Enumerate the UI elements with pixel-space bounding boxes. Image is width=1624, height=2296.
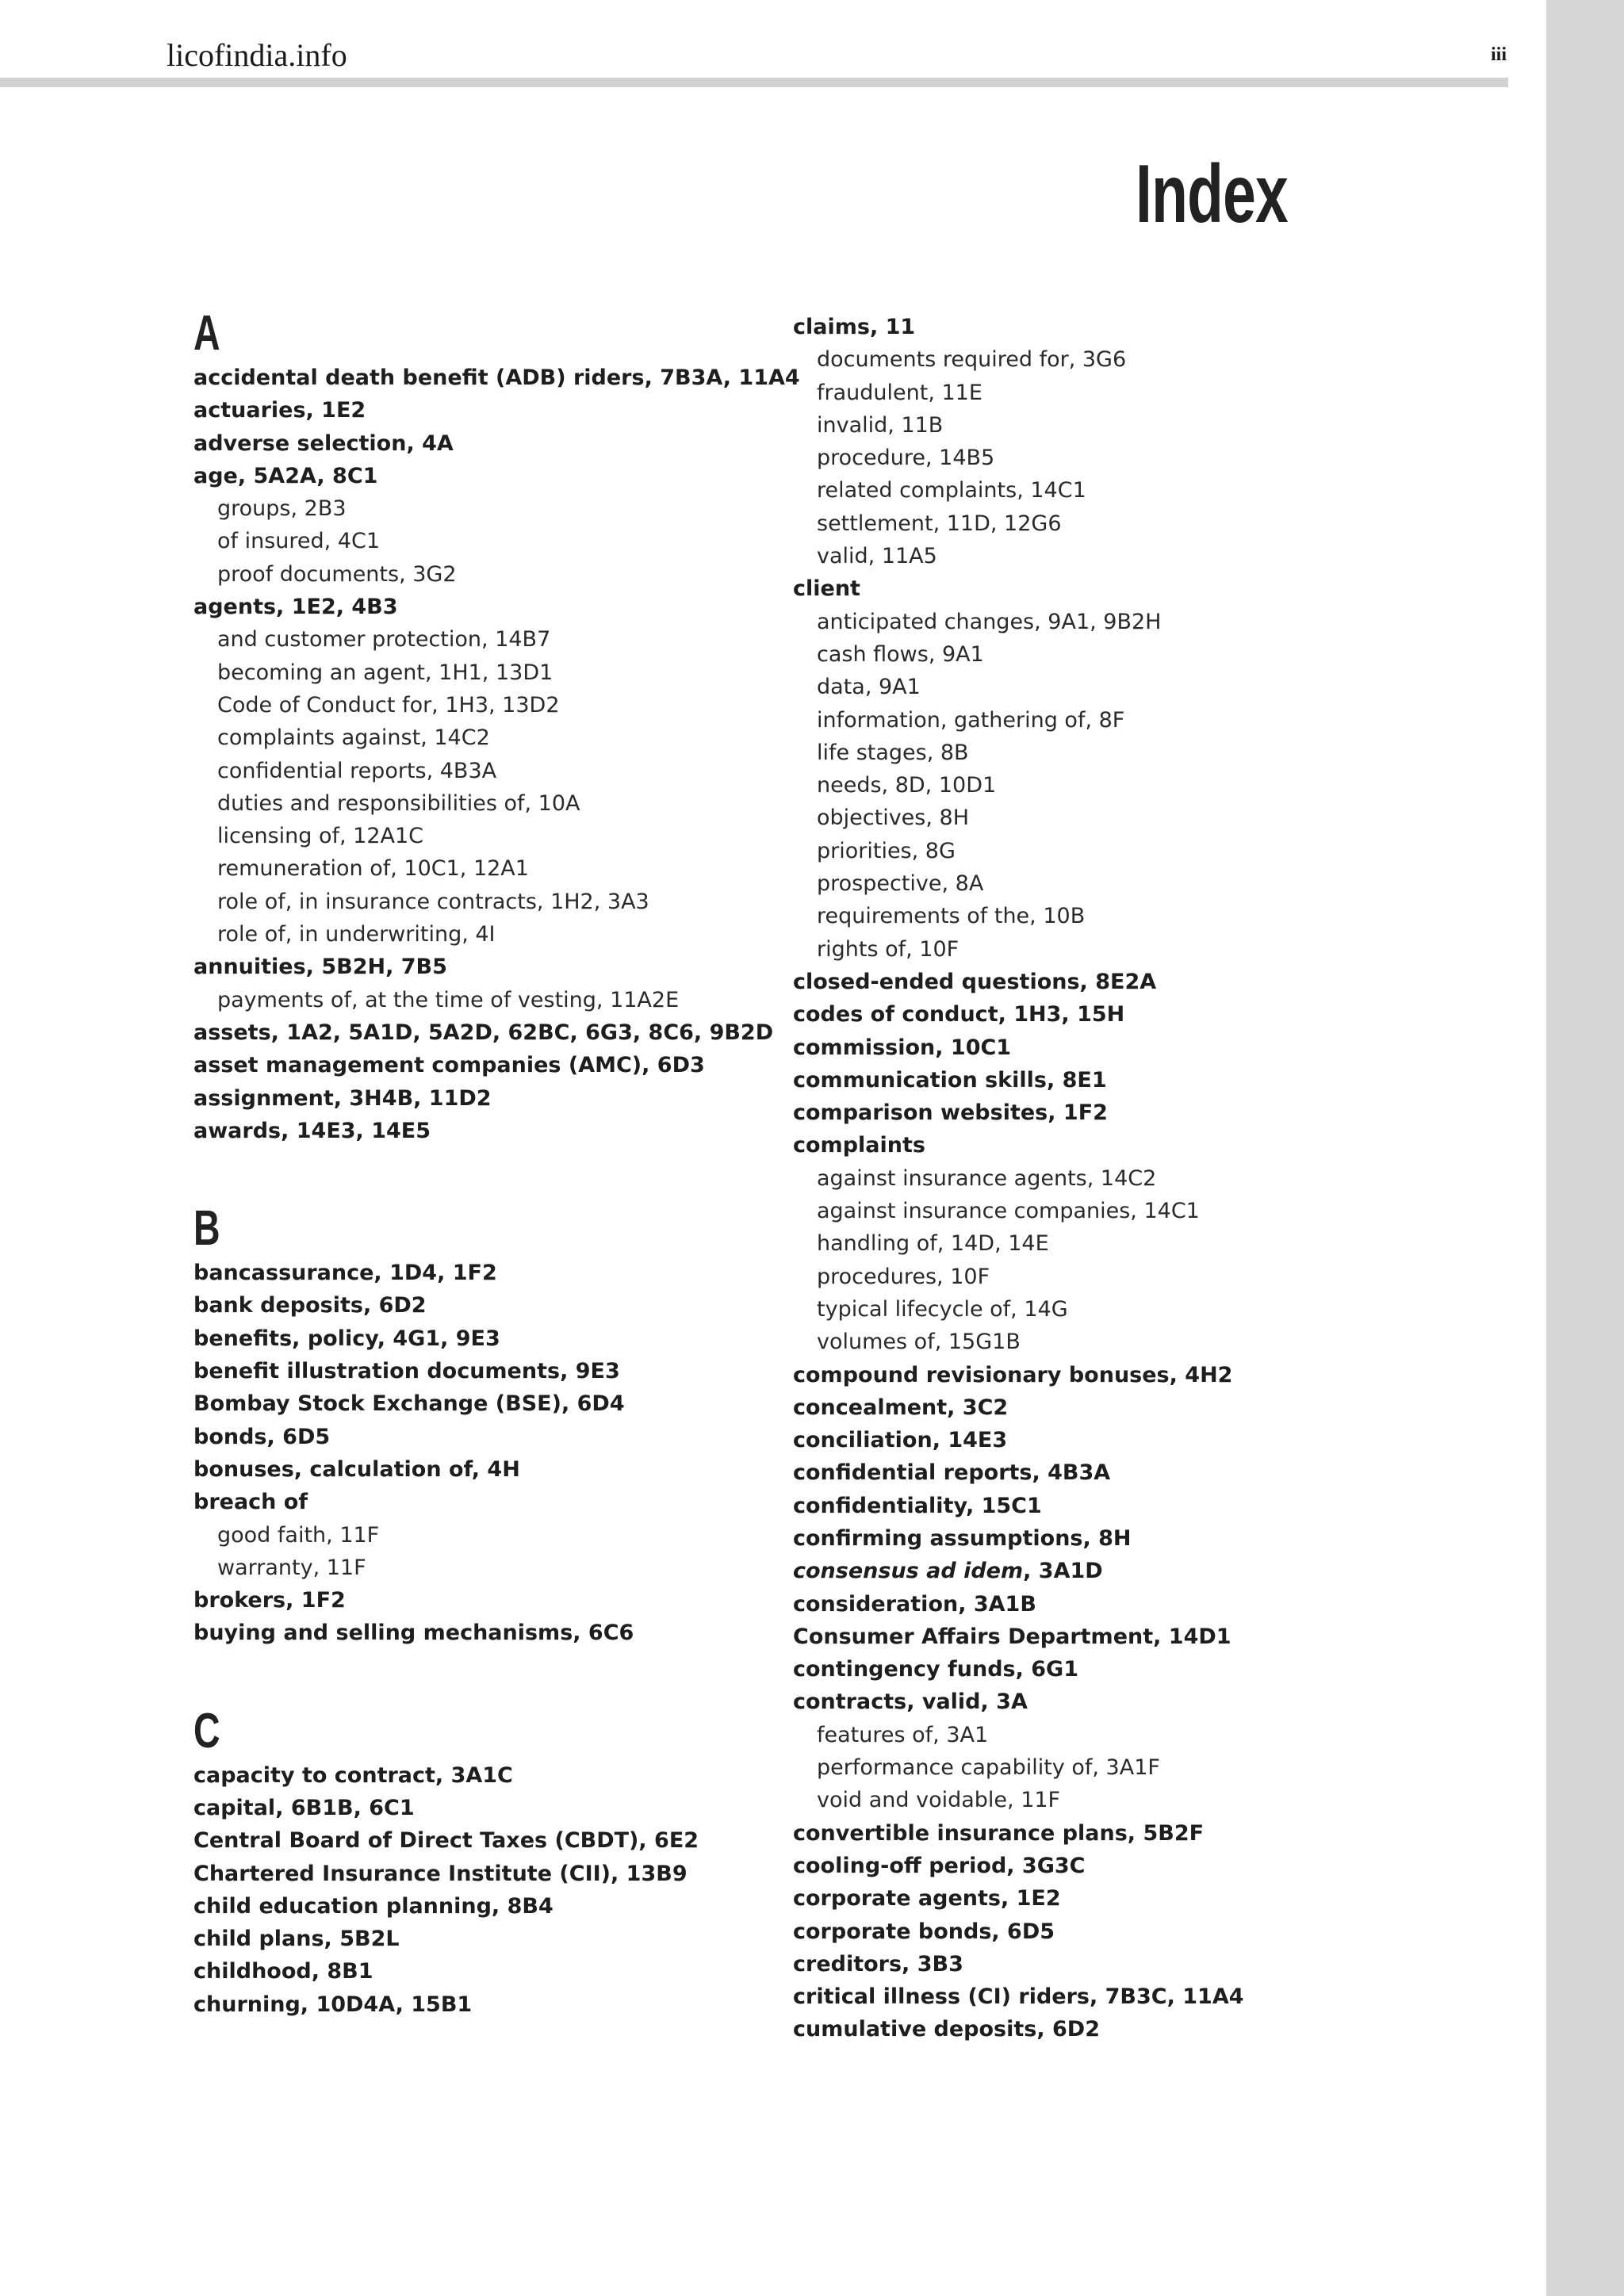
index-section-c [193, 1704, 780, 2021]
index-entry: compound revisionary bonuses, 4H2 [793, 1362, 1233, 1387]
index-entry: consideration, 3A1B [793, 1591, 1036, 1617]
index-subentry: role of, in underwriting, 4I [217, 922, 496, 947]
index-subentry: typical lifecycle of, 14G [817, 1296, 1068, 1322]
index-entry: annuities, 5B2H, 7B5 [193, 955, 447, 980]
index-entry: age, 5A2A, 8C1 [193, 463, 378, 488]
index-entry: complaints [793, 1133, 925, 1158]
index-entry: contingency funds, 6G1 [793, 1657, 1079, 1682]
index-section-b [193, 1201, 780, 1650]
index-subentry: complaints against, 14C2 [217, 725, 490, 751]
index-subentry: objectives, 8H [817, 806, 970, 831]
index-entry: corporate bonds, 6D5 [793, 1919, 1055, 1944]
index-subentry: anticipated changes, 9A1, 9B2H [817, 609, 1162, 634]
index-entry: accidental death benefit (ADB) riders, 7B3A, 11A4 [193, 365, 800, 390]
index-subentry: prospective, 8A [817, 871, 984, 897]
index-subentry: information, gathering of, 8F [817, 707, 1125, 733]
index-subentry: data, 9A1 [817, 675, 921, 700]
index-subentry: cash flows, 9A1 [817, 641, 984, 667]
index-entry: corporate agents, 1E2 [793, 1886, 1061, 1911]
index-subentry: licensing of, 12A1C [217, 824, 424, 849]
index-subentry: settlement, 11D, 12G6 [817, 511, 1062, 536]
index-entry: child education planning, 8B4 [193, 1893, 553, 1919]
index-entry: convertible insurance plans, 5B2F [793, 1820, 1205, 1846]
index-subentry: requirements of the, 10B [817, 904, 1086, 929]
index-subentry: fraudulent, 11E [817, 380, 982, 405]
index-subentry: procedure, 14B5 [817, 446, 995, 471]
index-entry: bank deposits, 6D2 [193, 1293, 427, 1318]
section-letter: C [193, 1703, 220, 1758]
index-entry: bonds, 6D5 [193, 1424, 331, 1449]
index-subentry: life stages, 8B [817, 740, 969, 765]
index-subentry: documents required for, 3G6 [817, 347, 1127, 373]
index-entry: cooling-off period, 3G3C [793, 1853, 1086, 1878]
index-entry: codes of conduct, 1H3, 15H [793, 1002, 1125, 1027]
index-entry: actuaries, 1E2 [193, 398, 366, 423]
index-entry: creditors, 3B3 [793, 1951, 963, 1976]
index-entry: closed-ended questions, 8E2A [793, 969, 1157, 994]
index-entry [793, 1555, 1380, 1587]
index-subentry: against insurance companies, 14C1 [817, 1199, 1200, 1224]
index-subentry: of insured, 4C1 [217, 529, 381, 554]
index-entry: communication skills, 8E1 [793, 1067, 1107, 1093]
index-subentry: confidential reports, 4B3A [217, 758, 497, 783]
index-entry: adverse selection, 4A [193, 430, 454, 456]
index-entry: critical illness (CI) riders, 7B3C, 11A4 [793, 1984, 1244, 2010]
header-rule [0, 78, 1508, 87]
index-subentry: valid, 11A5 [817, 544, 937, 569]
page-number: iii [1491, 44, 1507, 65]
index-entry: bancassurance, 1D4, 1F2 [193, 1261, 497, 1286]
index-entry-term: consensus ad idem [793, 1559, 1024, 1584]
index-entry-locator: , 3A1D [1023, 1559, 1103, 1584]
index-entry: buying and selling mechanisms, 6C6 [193, 1621, 634, 1646]
index-subentry: proof documents, 3G2 [217, 561, 457, 587]
index-entry: agents, 1E2, 4B3 [193, 595, 398, 620]
index-subentry: invalid, 11B [817, 412, 944, 438]
index-entry: Chartered Insurance Institute (CII), 13B9 [193, 1861, 688, 1886]
index-subentry: related complaints, 14C1 [817, 478, 1086, 503]
index-entry: brokers, 1F2 [193, 1588, 346, 1613]
index-entry: Consumer Affairs Department, 14D1 [793, 1624, 1231, 1649]
index-subentry: duties and responsibilities of, 10A [217, 790, 580, 816]
index-subentry: priorities, 8G [817, 838, 956, 863]
index-subentry: groups, 2B3 [217, 496, 347, 522]
index-entry: benefit illustration documents, 9E3 [193, 1359, 620, 1384]
index-entry: confirming assumptions, 8H [793, 1525, 1132, 1551]
index-entry: commission, 10C1 [793, 1035, 1012, 1060]
index-subentry: role of, in insurance contracts, 1H2, 3A3 [217, 889, 649, 914]
index-entry: cumulative deposits, 6D2 [793, 2017, 1100, 2042]
index-subentry: volumes of, 15G1B [817, 1330, 1021, 1355]
site-name: licofindia.info [167, 37, 347, 73]
index-entry: Central Board of Direct Taxes (CBDT), 6E2 [193, 1828, 699, 1854]
index-subentry: rights of, 10F [817, 936, 959, 962]
index-subentry: payments of, at the time of vesting, 11A2E [217, 987, 680, 1012]
index-entry: comparison websites, 1F2 [793, 1100, 1108, 1126]
index-entry: confidential reports, 4B3A [793, 1460, 1111, 1486]
index-subentry: Code of Conduct for, 1H3, 13D2 [217, 692, 560, 718]
index-entry: concealment, 3C2 [793, 1395, 1009, 1420]
index-entry: churning, 10D4A, 15B1 [193, 1992, 473, 2017]
index-column-right [793, 311, 1380, 2046]
index-subentry: procedures, 10F [817, 1264, 990, 1289]
index-subentry: performance capability of, 3A1F [817, 1755, 1160, 1781]
index-entry: bonuses, calculation of, 4H [193, 1456, 520, 1482]
index-entry: asset management companies (AMC), 6D3 [193, 1053, 705, 1078]
index-entry: benefits, policy, 4G1, 9E3 [193, 1326, 500, 1351]
index-entry: Bombay Stock Exchange (BSE), 6D4 [193, 1391, 625, 1417]
index-entry: confidentiality, 15C1 [793, 1493, 1042, 1518]
index-subentry: good faith, 11F [217, 1522, 380, 1548]
index-entry: awards, 14E3, 14E5 [193, 1118, 431, 1143]
index-subentry: remuneration of, 10C1, 12A1 [217, 856, 529, 882]
index-entry: breach of [193, 1490, 308, 1515]
index-entry: assignment, 3H4B, 11D2 [193, 1085, 492, 1111]
index-subentry: becoming an agent, 1H1, 13D1 [217, 660, 553, 685]
index-entry: child plans, 5B2L [193, 1927, 400, 1952]
index-subentry: features of, 3A1 [817, 1722, 989, 1747]
right-margin-strip [1546, 0, 1624, 2296]
index-subentry: warranty, 11F [217, 1555, 366, 1580]
index-subentry: and customer protection, 14B7 [217, 627, 551, 652]
index-subentry: handling of, 14D, 14E [817, 1231, 1049, 1257]
section-letter: A [193, 306, 220, 361]
index-subentry: void and voidable, 11F [817, 1788, 1061, 1813]
index-section-a [193, 306, 800, 1147]
section-letter: B [193, 1201, 220, 1257]
index-entry: capacity to contract, 3A1C [193, 1762, 513, 1788]
index-entry: client [793, 576, 860, 602]
index-column-left [193, 306, 800, 2021]
index-entry: contracts, valid, 3A [793, 1689, 1028, 1715]
index-entry: childhood, 8B1 [193, 1959, 373, 1984]
index-entry: conciliation, 14E3 [793, 1428, 1008, 1453]
index-entry: capital, 6B1B, 6C1 [193, 1795, 415, 1820]
index-subentry: needs, 8D, 10D1 [817, 773, 997, 798]
page-title: Index [1136, 148, 1288, 240]
index-entry: claims, 11 [793, 315, 916, 339]
index-subentry: against insurance agents, 14C2 [817, 1165, 1157, 1191]
index-entry: assets, 1A2, 5A1D, 5A2D, 62BC, 6G3, 8C6, 9B2D [193, 1020, 774, 1045]
